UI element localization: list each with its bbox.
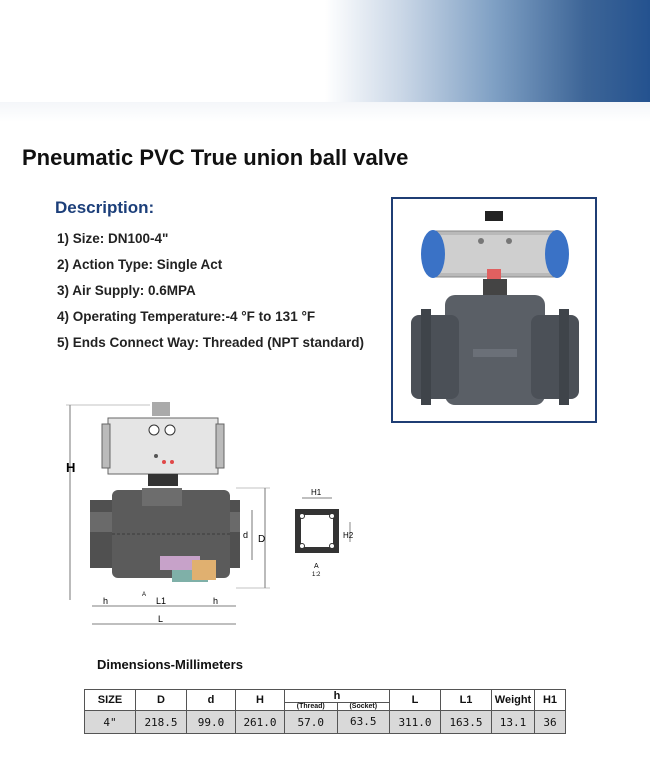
col-size: SIZE [85,690,136,711]
dim-label-h-right: h [213,596,219,606]
cell-h [285,711,390,734]
dim-label-d: d [243,530,249,540]
spec-item-size: 1) Size: DN100-4" [57,231,169,246]
cell-h-thread: 57.0 [297,715,324,729]
cell-H: 261.0 [236,711,285,734]
cell-D: 218.5 [136,711,187,734]
cell-h-socket: 63.5 [337,711,390,733]
header-banner [0,0,650,102]
dimensions-heading: Dimensions-Millimeters [97,657,243,672]
cell-weight: 13.1 [492,711,535,734]
dim-label-h-left: h [103,596,109,606]
dim-label-L1: L1 [156,596,167,606]
spec-item-ends: 5) Ends Connect Way: Threaded (NPT standard) [57,335,365,350]
dim-label-L: L [158,614,164,624]
dim-label-D: D [258,534,266,545]
banner-fade [0,102,650,122]
dim-label-A: A [142,592,147,598]
spec-item-temperature: 4) Operating Temperature:-4 °F to 131 °F [57,309,316,324]
flange-label-A: A [314,563,319,570]
spec-item-action: 2) Action Type: Single Act [57,257,223,272]
spec-item-air: 3) Air Supply: 0.6MPA [57,283,196,298]
flange-label-H2: H2 [343,531,354,540]
col-L1: L1 [441,690,492,711]
spec-list [57,230,364,360]
page-title: Pneumatic PVC True union ball valve [22,145,409,170]
col-H1: H1 [535,690,566,711]
col-D: D [136,690,187,711]
description-heading: Description: [55,198,155,217]
col-h [285,690,390,711]
dimensions-table [84,689,566,734]
col-h-thread: (Thread) [296,703,325,710]
product-photo [391,197,597,423]
col-H: H [236,690,285,711]
valve-photo-icon [393,199,595,421]
col-h-socket: (Socket) [337,703,390,710]
cell-H1: 36 [535,711,566,734]
col-h-label: h [333,690,341,702]
table-row [85,711,566,734]
col-d: d [187,690,236,711]
dim-label-H: H [66,460,76,475]
cell-L: 311.0 [390,711,441,734]
cell-d: 99.0 [187,711,236,734]
flange-label-scale: 1:2 [312,572,321,578]
col-weight: Weight [492,690,535,711]
flange-label-H1: H1 [311,488,322,497]
technical-drawing [60,400,390,632]
cell-size: 4" [85,711,136,734]
col-L: L [390,690,441,711]
cell-L1: 163.5 [441,711,492,734]
